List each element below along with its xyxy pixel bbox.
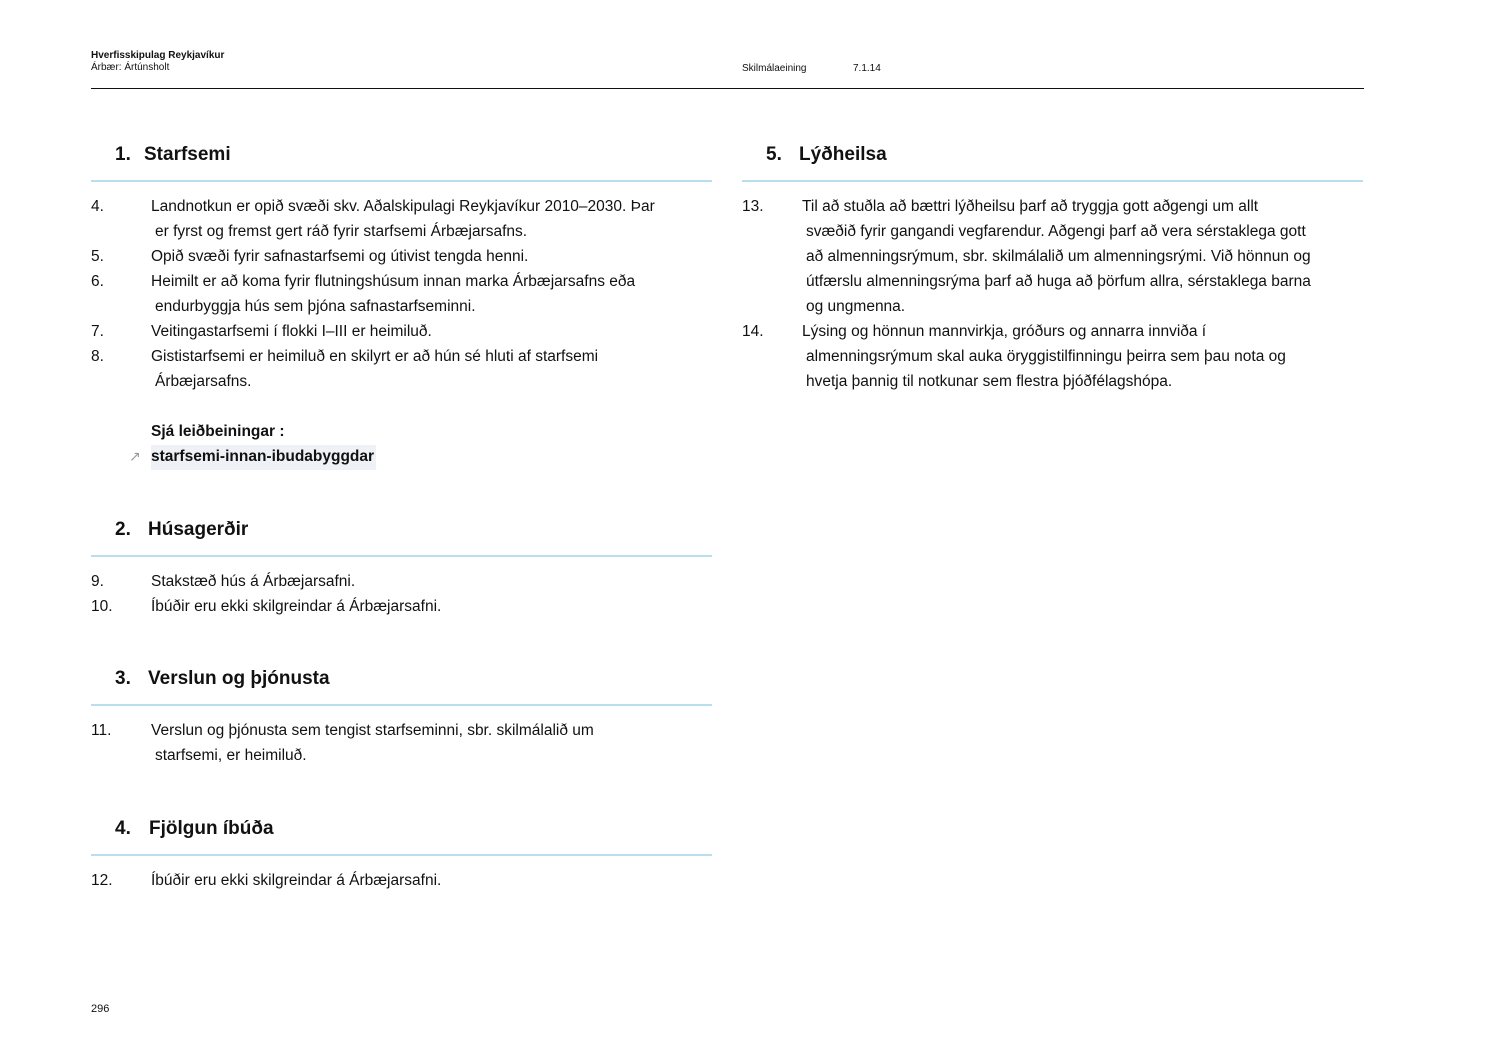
page-number: 296 (91, 1003, 110, 1015)
item-number: 4. (91, 198, 104, 215)
item-text: og ungmenna. (806, 298, 906, 315)
section-title: Fjölgun íbúða (149, 818, 274, 839)
item-text: Gististarfsemi er heimiluð en skilyrt er að hún sé hluti af starfsemi (151, 348, 599, 365)
item-text: Heimilt er að koma fyrir flutningshúsum innan marka Árbæjarsafns eða (151, 273, 636, 290)
item-text: Íbúðir eru ekki skilgreindar á Árbæjarsafni. (151, 598, 442, 615)
section-heading (91, 818, 712, 856)
guidance-link[interactable]: starfsemi-innan-ibudabyggdar (151, 445, 376, 470)
header-divider (91, 88, 1364, 89)
section-fjolgun-ibuda (91, 818, 712, 893)
item-number: 9. (91, 573, 104, 590)
section-number: 4. (115, 818, 131, 839)
item-number: 6. (91, 273, 104, 290)
section-lydheilsa (742, 144, 1363, 394)
item-text: Íbúðir eru ekki skilgreindar á Árbæjarsafni. (151, 872, 442, 889)
item-number: 10. (91, 598, 113, 615)
section-number: 1. (115, 144, 131, 165)
item-text: endurbyggja hús sem þjóna safnastarfseminni. (155, 298, 476, 315)
list-item (91, 718, 712, 768)
list-item (742, 319, 1363, 394)
external-link-icon: ↗ (129, 448, 141, 464)
item-number: 14. (742, 323, 764, 340)
item-text: almenningsrýmum skal auka öryggistilfinningu þeirra sem þau nota og (806, 348, 1286, 365)
item-text: svæðið fyrir gangandi vegfarendur. Aðgengi þarf að vera sérstaklega gott (806, 223, 1306, 240)
section-husagerdir (91, 519, 712, 619)
item-number: 7. (91, 323, 104, 340)
item-text: Veitingastarfsemi í flokki I–III er heimiluð. (151, 323, 432, 340)
list-item (91, 569, 712, 594)
list-item (91, 269, 712, 319)
section-starfsemi (91, 144, 712, 470)
item-number: 11. (91, 722, 112, 739)
guidance-label: Sjá leiðbeiningar : (151, 423, 285, 440)
item-text: Lýsing og hönnun mannvirkja, gróðurs og annarra innviða í (802, 323, 1207, 340)
document-subtitle: Árbær: Ártúnsholt (91, 62, 170, 73)
section-number: 5. (766, 144, 782, 165)
item-text: er fyrst og fremst gert ráð fyrir starfsemi Árbæjarsafns. (155, 223, 528, 240)
unit-code: 7.1.14 (853, 63, 881, 74)
section-title: Verslun og þjónusta (148, 668, 330, 689)
item-text: útfærslu almenningsrýma þarf að huga að þörfum allra, sérstaklega barna (806, 273, 1311, 290)
item-text: Verslun og þjónusta sem tengist starfseminni, sbr. skilmálalið um (151, 722, 594, 739)
unit-label: Skilmálaeining (742, 63, 807, 74)
document-title: Hverfisskipulag Reykjavíkur (91, 50, 225, 61)
section-number: 2. (115, 519, 131, 540)
item-number: 12. (91, 872, 113, 889)
section-title: Lýðheilsa (799, 144, 887, 165)
item-text: að almenningsrýmum, sbr. skilmálalið um almenningsrými. Við hönnun og (806, 248, 1311, 265)
section-heading (91, 668, 712, 706)
section-number: 3. (115, 668, 131, 689)
item-text: Landnotkun er opið svæði skv. Aðalskipulagi Reykjavíkur 2010–2030. Þar (151, 198, 655, 215)
item-text: Opið svæði fyrir safnastarfsemi og útivist tengda henni. (151, 248, 529, 265)
list-item (91, 319, 712, 344)
section-verslun (91, 668, 712, 768)
item-text: Stakstæð hús á Árbæjarsafni. (151, 573, 356, 590)
item-text: Til að stuðla að bættri lýðheilsu þarf að tryggja gott aðgengi um allt (802, 198, 1259, 215)
item-text: hvetja þannig til notkunar sem flestra þjóðfélagshópa. (806, 373, 1173, 390)
section-heading (91, 144, 712, 182)
list-item (742, 194, 1363, 319)
item-number: 5. (91, 248, 104, 265)
list-item (91, 868, 712, 893)
list-item (91, 194, 712, 244)
document-header (91, 50, 224, 74)
section-heading (91, 519, 712, 557)
item-text: starfsemi, er heimiluð. (155, 747, 307, 764)
section-title: Húsagerðir (148, 519, 249, 540)
list-item (91, 244, 712, 269)
list-item (91, 594, 712, 619)
section-title: Starfsemi (144, 144, 231, 165)
list-item (91, 344, 712, 394)
section-heading (742, 144, 1363, 182)
item-text: Árbæjarsafns. (155, 373, 252, 390)
guidance-block (91, 419, 712, 470)
item-number: 8. (91, 348, 104, 365)
item-number: 13. (742, 198, 764, 215)
